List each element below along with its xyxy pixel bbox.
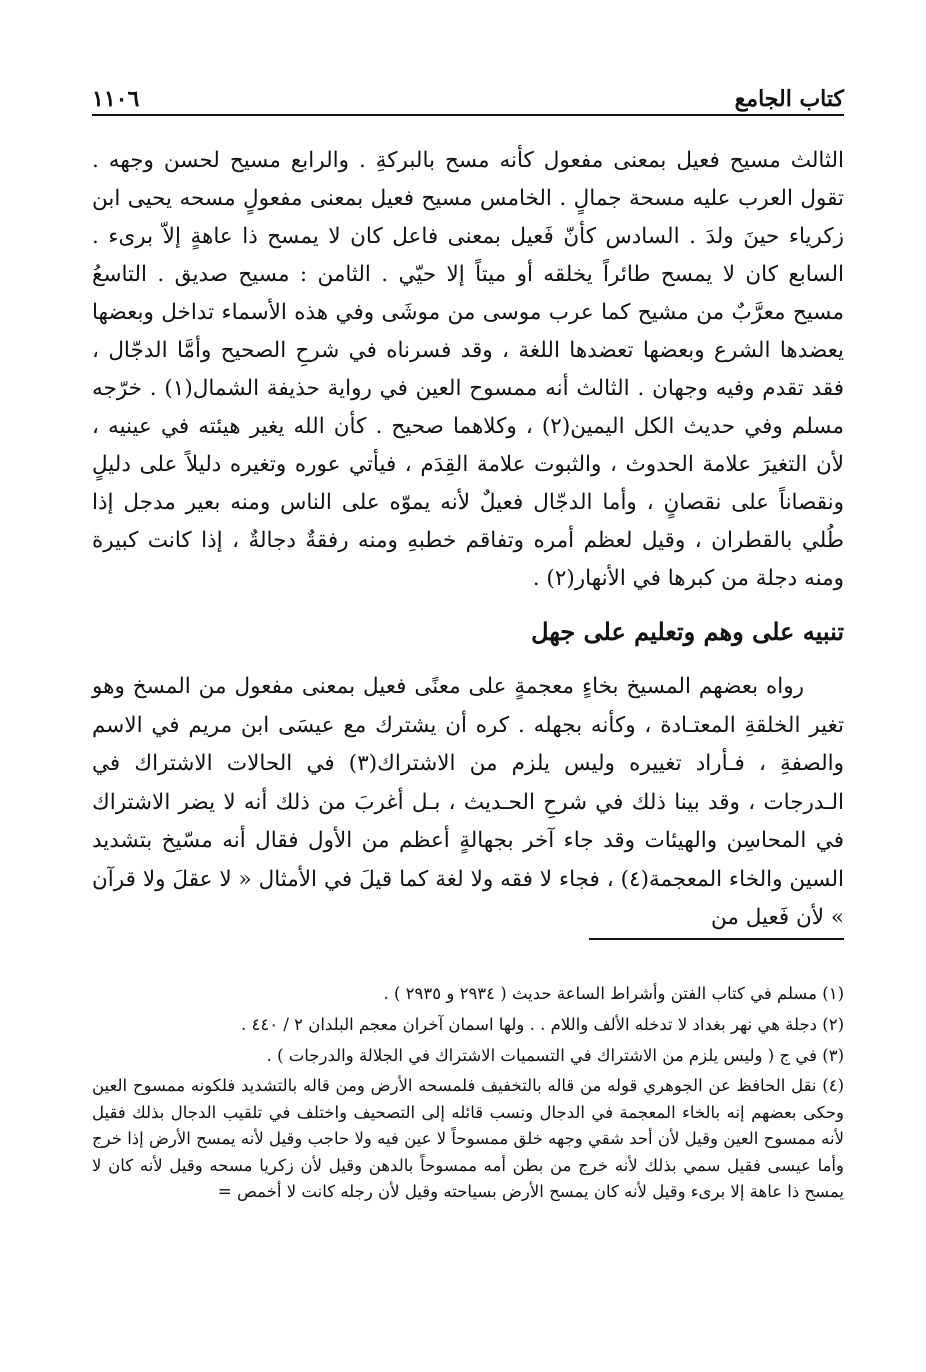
footnotes-block: [92, 980, 844, 1210]
footnote-3: (٣) في ج ( وليس يلزم من الاشتراك في التسميات الاشتراك في الجلالة والدرجات ) .: [266, 1046, 844, 1065]
section-heading: تنبيه على وهم وتعليم على جهل: [531, 617, 844, 646]
main-paragraph: الثالث مسيح فعيل بمعنى مفعول كأنه مسح بالبركةِ . والرابع مسيح لحسن وجهه . تقول العرب عليه مسحة جمالٍ . الخامس مسيح فعيل بمعنى مفعولٍ مسحه يحيى ابن زكرياء حينَ ولدَ . السادس كأنّ فَعيل بمعنى فاعل كان لا يمسح ذا عاهةٍ إلاّ برىء . السابع كان لا يمسح طائراً يخلقه أو ميتاً إلا حيّي . الثامن : مسيح صديق . التاسعُ مسيح معرَّبٌ من مشيح كما عرب موسى من موشَى وفي هذه الأسماء تداخل وبعضها يعضدها الشرع وبعضها تعضدها اللغة ، وقد فسرناه في شرحِ الصحيح وأمَّا الدجّال ، فقد تقدم وفيه وجهان . الثالث أنه ممسوح العين في رواية حذيفة الشمال(١) . خرّجه مسلم وفي حديث الكل اليمين(٢) ، وكلاهما صحيح . كأن الله يغير هيئته في عينيه ، لأن التغيرَ علامة الحدوث ، والثبوت علامة القِدَم ، فيأتي عوره وتغيره دليلاً على دليلٍ ونقصاناً على نقصانٍ ، وأما الدجّال فعيلٌ لأنه يموّه على الناس ومنه بعير مدجل إذا طُلي بالقطران ، وقيل لعظم أمره وتفاقم خطبهِ ومنه رفقةٌ دجالةٌ ، إذا كانت كبيرة ومنه دجلة من كبرها في الأنهار(٢) .: [92, 148, 845, 591]
footnote-1: (١) مسلم في كتاب الفتن وأشراط الساعة حديث ( ٢٩٣٤ و ٢٩٣٥ ) .: [383, 984, 844, 1003]
section-text-block: [92, 668, 844, 938]
running-title: كتاب الجامع: [734, 86, 844, 112]
main-text-block: [92, 142, 844, 598]
section-paragraph: رواه بعضهم المسيخ بخاءٍ معجمةٍ على معنًى فعيل بمعنى مفعول من المسخ وهو تغير الخلقةِ المعتـادة ، وكأنه بجهله . كره أن يشترك مع عيسَى ابن مريم في الاسم والصفةِ ، فـأراد تغييره وليس يلزم من الاشتراك(٣) في الحالات الاشتراك في الـدرجات ، وقد بينا ذلك في شرحِ الحـديث ، بـل أغربَ من ذلك أنه لا يضر الاشتراك في المحاسِن والهيئات وقد جاء آخر بجهالةٍ أعظم من الأول فقال أنه مسّيخ بتشديد السين والخاء المعجمة(٤) ، فجاء لا فقه ولا لغة كما قيلَ في الأمثال « لا عقلَ ولا قرآن » لأن فَعيل من: [92, 674, 845, 930]
footnote-separator: [589, 938, 844, 940]
page-number: ١١٠٦: [92, 86, 140, 112]
footnote-2: (٢) دجلة هي نهر بغداد لا تدخله الألف واللام . . ولها اسمان آخران معجم البلدان ٢ / ٤٤٠ .: [240, 1015, 844, 1034]
footnote-4: (٤) نقل الحافظ عن الجوهري قوله من قاله بالتخفيف فلمسحه الأرض ومن قاله بالتشديد فلكونه ممسوح العين وحكى بعضهم إنه بالخاء المعجمة في الدجال ونسب قائله إلى التصحيف واختلف في تلقيب الدجال بذلك فقيل لأنه ممسوح العين وقيل لأن أحد شقي وجهه خلق ممسوحاً لا عين فيه ولا حاجب وقيل لأنه يمسح الأرض إذا خرج وأما عيسى فقيل سمي بذلك لأنه خرج من بطن أمه ممسوحاً بالدهن وقيل لأن زكريا مسحه وقيل لأنه كان لا يمسح ذا عاهة إلا برىء وقيل لأنه كان يمسح الأرض بسياحته وقيل لأن رجله كانت لا أخمص =: [92, 1076, 844, 1201]
page-header: [92, 80, 844, 112]
header-rule: [92, 114, 844, 116]
